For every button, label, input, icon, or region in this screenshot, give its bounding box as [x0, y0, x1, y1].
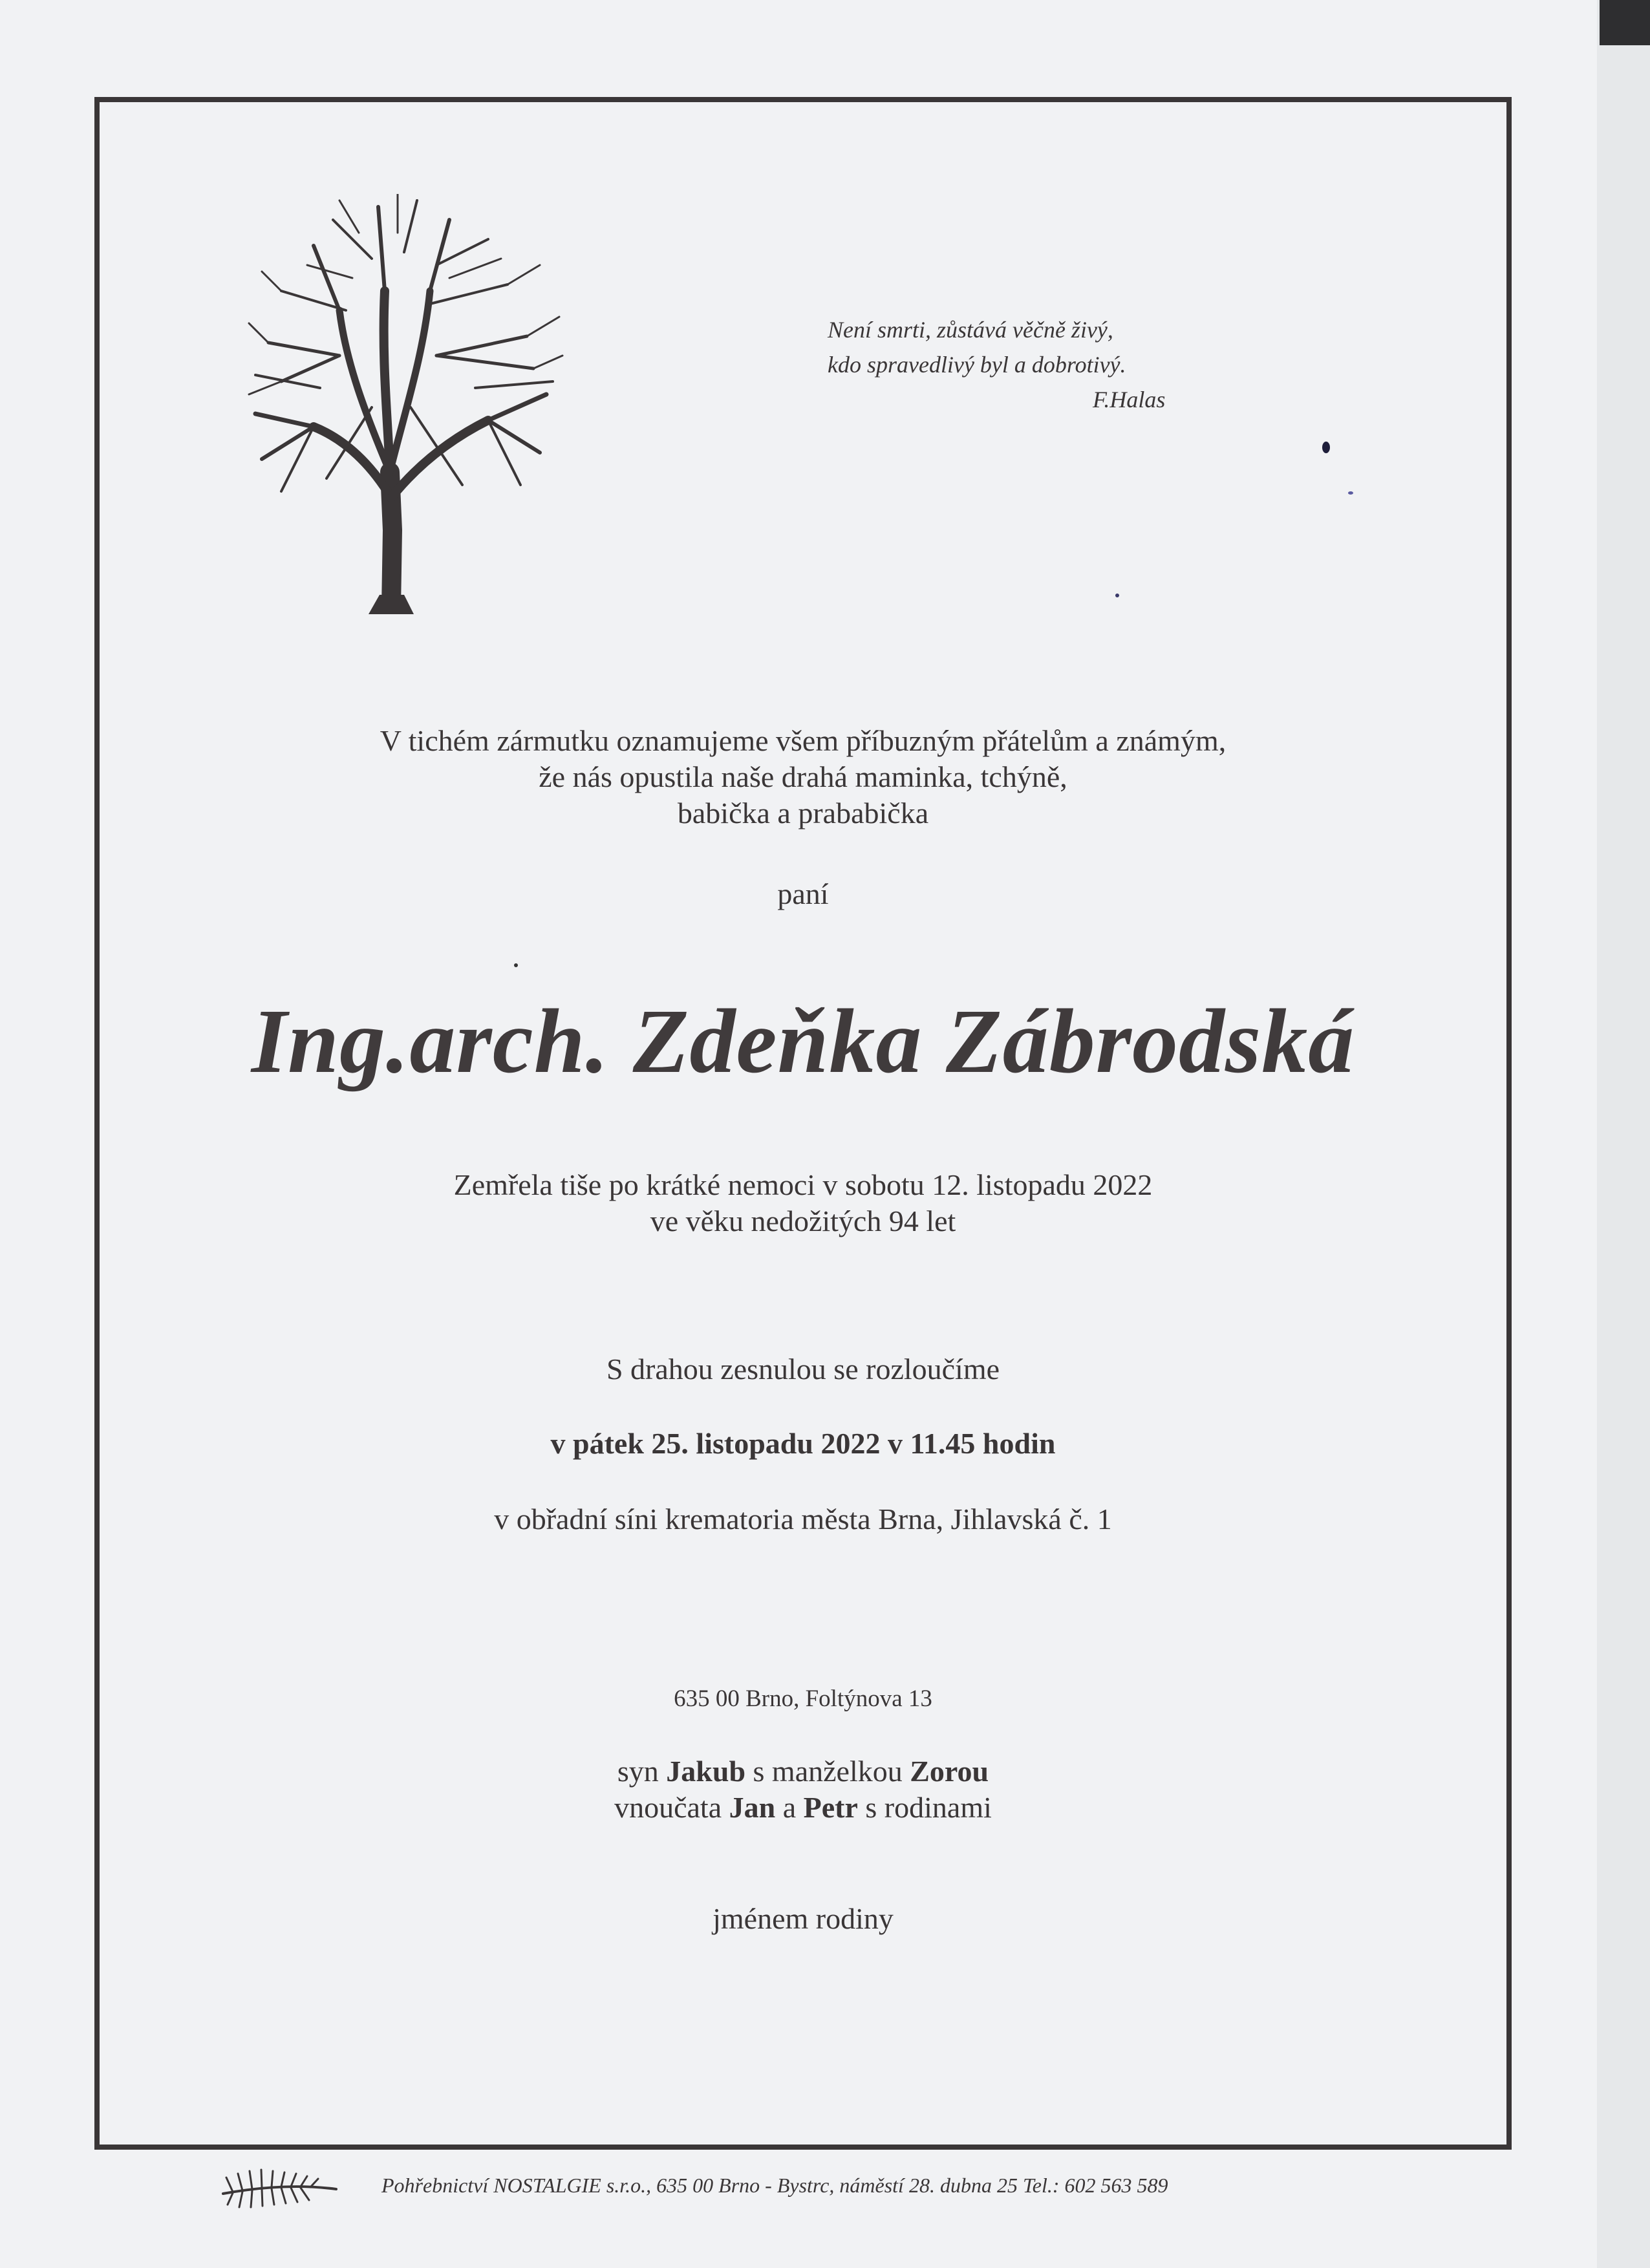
footer-funeral-service: Pohřebnictví NOSTALGIE s.r.o., 635 00 Brno - Bystrc, náměstí 28. dubna 25 Tel.: 602 563 589	[381, 2174, 1168, 2197]
announcement-line-2: že nás opustila naše drahá maminka, tchýně,	[539, 760, 1067, 793]
quote-author: F.Halas	[1093, 387, 1166, 412]
ink-speck	[1348, 491, 1353, 495]
family-grandchild-2: Petr	[803, 1791, 858, 1824]
deceased-name: Ing.arch. Zdeňka Zábrodská	[251, 990, 1355, 1092]
ink-speck	[1115, 594, 1119, 597]
family-row-son	[97, 1753, 1509, 1790]
salutation: paní	[777, 877, 829, 910]
family-list	[97, 1753, 1509, 1826]
announcement-line-3: babička a prababička	[677, 797, 929, 829]
quote	[828, 312, 1228, 417]
farewell-text: S drahou zesnulou se rozloučíme	[606, 1353, 1000, 1385]
ink-speck	[1322, 442, 1330, 453]
page-edge	[1597, 0, 1650, 2268]
family-grandchild-1: Jan	[729, 1791, 776, 1824]
family-row-grandchildren	[97, 1790, 1509, 1826]
signature: jménem rodiny	[712, 1902, 894, 1935]
announcement	[97, 723, 1509, 831]
family-grandchildren-and: a	[782, 1791, 797, 1824]
family-son-name: Jakub	[666, 1755, 746, 1788]
family-address: 635 00 Brno, Foltýnova 13	[674, 1685, 932, 1712]
death-notice-line-2: ve věku nedožitých 94 let	[650, 1204, 956, 1237]
announcement-line-1: V tichém zármutku oznamujeme všem příbuzným přátelům a známým,	[380, 724, 1227, 757]
death-notice-line-1: Zemřela tiše po krátké nemoci v sobotu 12. listopadu 2022	[453, 1168, 1153, 1201]
family-grandchildren-prefix: vnoučata	[614, 1791, 722, 1824]
feather-branch-icon	[220, 2165, 339, 2210]
ceremony-datetime: v pátek 25. listopadu 2022 v 11.45 hodin	[550, 1427, 1056, 1460]
quote-line-2: kdo spravedlivý byl a dobrotivý.	[828, 352, 1126, 378]
ink-speck	[514, 963, 518, 967]
ceremony-place: v obřadní síni krematoria města Brna, Jihlavská č. 1	[494, 1503, 1112, 1535]
family-grandchildren-suffix: s rodinami	[865, 1791, 992, 1824]
bare-tree-icon	[242, 194, 566, 614]
family-son-prefix: syn	[617, 1755, 659, 1788]
family-son-wife-name: Zorou	[910, 1755, 989, 1788]
family-son-middle: s manželkou	[753, 1755, 903, 1788]
scanner-edge	[1600, 0, 1650, 45]
death-notice	[97, 1167, 1509, 1239]
quote-line-1: Není smrti, zůstává věčně živý,	[828, 317, 1113, 343]
